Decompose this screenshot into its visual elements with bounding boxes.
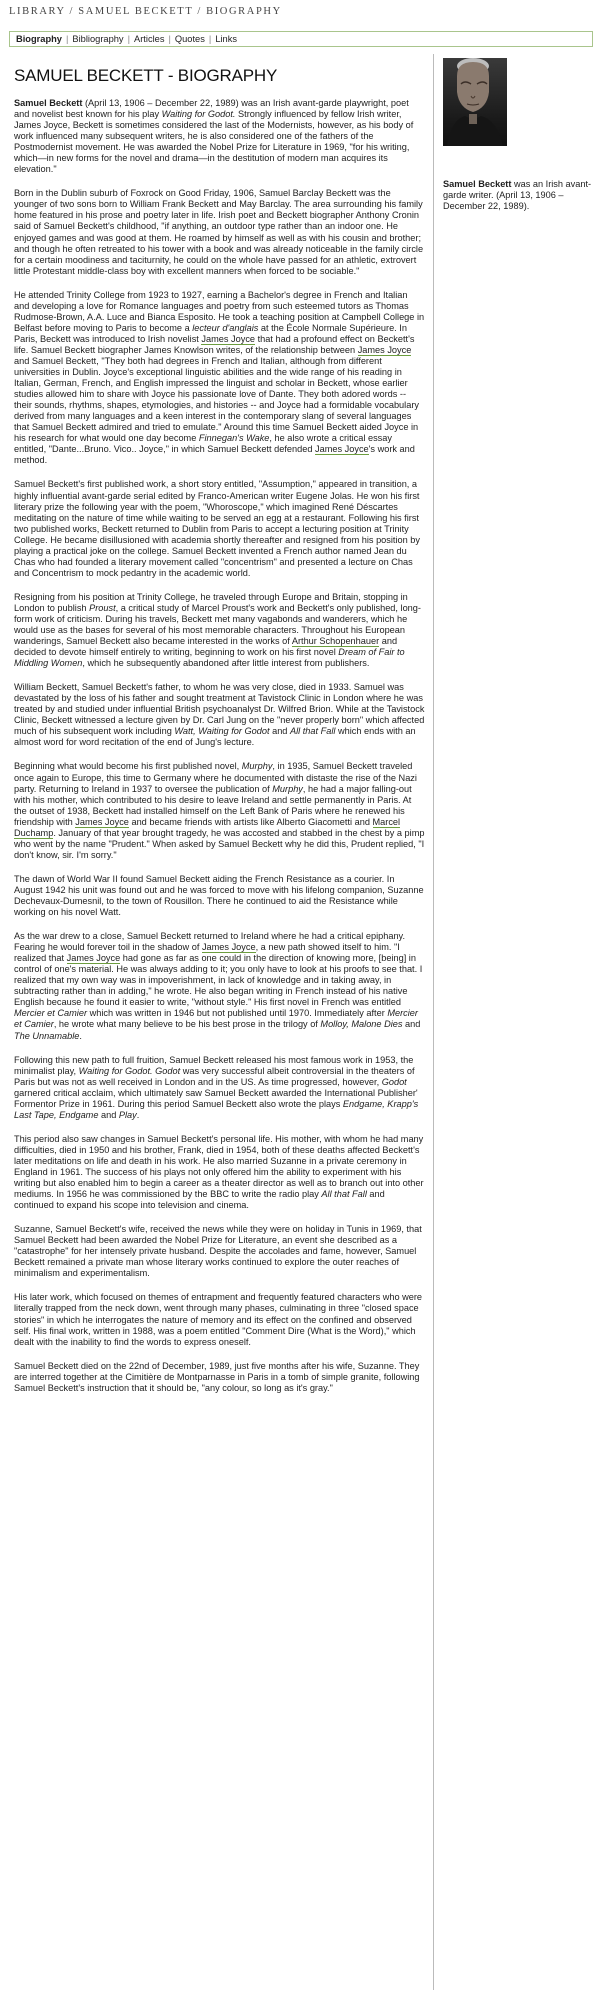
link-james-joyce[interactable]: James Joyce (201, 942, 256, 953)
text: and decided to devote himself entirely to writing, beginning to work on his first novel (14, 636, 398, 658)
work-title: Dream of Fair to Middling Women (14, 647, 405, 669)
nav-separator: | (65, 34, 69, 44)
work-title: Molloy, Malone Dies (320, 1019, 403, 1030)
text: and (402, 1019, 421, 1030)
text: As the war drew to a close, Samuel Beckett returned to Ireland where he had a critical epiphany. Fearing he would forever toil in the shadow of (14, 931, 406, 953)
paragraph-childhood: Born in the Dublin suburb of Foxrock on Good Friday, 1906, Samuel Barclay Beckett was the younger of two sons born to William Frank Beckett and May Barclay. The area surrounding his family home featured in his prose and poetry later in life. Irish poet and Beckett biographer Anthony Cronin said of Samuel Beckett's childhood, "if anything, an outdoor type rather than an indoor one. He enjoyed games and was good at them. He roamed by himself as well as with his cousin and brother; and though he often retreated to his tower with a book and was already noticeable in the family circle for a certain moodiness and taciturnity, he could on the whole have passed for an athletic, extrovert little Protestant middle-class boy with excellent manners when forced to be sociable." (14, 188, 424, 276)
text: William Beckett, Samuel Beckett's father, to whom he was very close, died in 1933. Samuel was devastated by the loss of his father and sought treatment at Tavistock Clinic in London where he was treated by and studied under influential British psychoanalyst Dr. Wilfred Brion. While at the Tavistock Clinic, Beckett witnessed a lecture given by Dr. Carl Jung on the "never properly born" which affected much of his subsequent work including (14, 682, 425, 737)
breadcrumb: LIBRARY / SAMUEL BECKETT / BIOGRAPHY (9, 6, 282, 17)
paragraph-death: Samuel Beckett died on the 22nd of December, 1989, just five months after his wife, Suzanne. They are interred together at the Cimitière de Montparnasse in Paris in a tomb of simple granite, following Samuel Beckett's instruction that it should be, "any colour, so long as it's gray." (14, 1360, 420, 1393)
link-james-joyce[interactable]: James Joyce (315, 444, 369, 455)
text: . (79, 1030, 82, 1041)
nav-bibliography[interactable]: Bibliography (72, 34, 124, 44)
text: Following this new path to full fruition, Samuel Beckett released his most famous work in 1953, the minimalist play, (14, 1054, 414, 1076)
work-title: Finnegan's Wake (198, 433, 270, 444)
paragraph-personal-life (14, 1134, 425, 1211)
text: that had a profound effect on Beckett's life. Samuel Beckett biographer James Knowlson writes, of the relationship between (14, 333, 415, 355)
nav-separator: | (127, 34, 130, 44)
work-title: Murphy (241, 761, 273, 772)
text: . (136, 1109, 140, 1120)
work-title: Endgame, Krapp's Last Tape, Endgame (14, 1098, 419, 1120)
paragraph-father (14, 682, 425, 748)
subject-name: Samuel Beckett (14, 98, 83, 108)
text: . January of that year brought tragedy, he was accosted and stabbed in the chest by a pimp who went by the name "Prudent." When asked by Samuel Beckett why he did this, Prudent replied, "I don't know, sir. I'm sorry." (14, 827, 425, 860)
page-title: SAMUEL BECKETT - BIOGRAPHY (14, 66, 278, 85)
work-title: All that Fall (321, 1189, 367, 1200)
text: at the École Normale Supérieure. In Paris, Beckett was introduced to Irish novelist (14, 322, 407, 344)
link-james-joyce[interactable]: James Joyce (66, 953, 121, 964)
text: was very successful albeit controversial in the theaters of Paris but was not as well received in London and in the US. As time progressed, however, (14, 1065, 415, 1087)
link-marcel-duchamp[interactable]: Marcel Duchamp (14, 816, 401, 838)
nav-separator: | (168, 34, 171, 44)
text: and (98, 1109, 119, 1120)
link-james-joyce[interactable]: James Joyce (75, 816, 129, 827)
text: and (269, 726, 290, 737)
main-nav (9, 31, 593, 47)
caption-text: was an Irish avant-garde writer. (April 13, 1906 – December 22, 1989). (443, 179, 592, 212)
text: which was written in 1946 but not published until 1970. Immediately after (87, 1008, 388, 1019)
text: Strongly influenced by fellow Irish writer, James Joyce, Beckett is sometimes considered the last of the Modernists, however, as his body of work influenced many subsequent writers, he is also considered one of the fathers of the Postmodernist movement. He was awarded the Nobel Prize for Literature in 1969, "for his writing, which—in new forms for the novel and drama—in the destitution of modern man acquires its elevation." (14, 109, 414, 175)
text: and became friends with artists like Alberto Giacometti and (128, 816, 373, 827)
link-james-joyce[interactable]: James Joyce (201, 333, 256, 344)
text: He attended Trinity College from 1923 to 1927, earning a Bachelor's degree in French and Italian and developing a love for Romance languages and poetry from such esteemed tutors as Thomas Rudmose-Brown, A.A. Luce and Bianca Esposito. He took a teaching position at Campbell College in Belfast before moving to Paris to become a (14, 289, 425, 333)
nav-quotes[interactable]: Quotes (174, 34, 205, 44)
work-title: Godot (381, 1076, 407, 1087)
nav-separator: | (208, 34, 212, 44)
paragraph-war: The dawn of World War II found Samuel Beckett aiding the French Resistance as a courier. In August 1942 his unit was found out and he was forced to move with his lifelong companion, Suzanne Dechevaux-Dumesnil, to the town of Rousillon. There he continued to aid the Resistance while working on his novel Watt. (14, 873, 424, 918)
work-title: Proust (89, 602, 116, 613)
link-arthur-schopenhauer[interactable]: Arthur Schopenhauer (291, 636, 380, 647)
text: , he also wrote a critical essay entitled, "Dante...Bruno. Vico.. Joyce," in which Samuel Beckett defended (14, 433, 392, 455)
paragraph-epiphany (14, 931, 425, 1041)
text: (April 13, 1906 – December 22, 1989) was an Irish avant-garde playwright, poet and novelist best known for his play (14, 98, 409, 120)
text: and Samuel Beckett, "They both had degrees in French and Italian, although from different universities in Dublin. Joyce's exceptional linguistic abilities and the wide range of his reading in Italian, German, French, and English impressed the linguist and scholar in Beckett, whose earlier studies allowed him to share with Joyce his passionate love of Dante. They both adored words -- their sounds, rhythms, shapes, etymologies, and histories -- and Joyce had a formidable vocabulary derived from many languages and a keen interest in the contemporary slang of several languages that Samuel Beckett admired and tried to emulate." Around this time Samuel Beckett aided Joyce in his research for what would one day become (14, 355, 419, 444)
text: garnered critical acclaim, which ultimately saw Samuel Beckett awarded the International Publisher' Formentor Prize in 1961. During this period Samuel Beckett also wrote the plays (14, 1087, 418, 1109)
work-title: All that Fall (289, 726, 336, 737)
work-title: Waiting for Godot. (161, 109, 236, 120)
paragraph-intro (14, 98, 425, 175)
text: had gone as far as one could in the direction of knowing more, [being] in control of one's material. He was always adding to it; you only have to look at his proofs to see that. I realized that my own way was in impoverishment, in lack of knowledge and in taking away, in subtracting rather than in adding," he wrote. He also began writing in French instead of his native English because he found it easier to write, "without style." His first novel in French was entitled (14, 953, 423, 1008)
paragraph-murphy (14, 761, 425, 860)
column-divider (433, 54, 434, 1990)
paragraph-trinity (14, 290, 425, 467)
paragraph-godot (14, 1055, 425, 1121)
work-title: Watt, Waiting for Godot (174, 726, 270, 737)
portrait-caption (443, 179, 593, 212)
text: Beginning what would become his first published novel, (14, 761, 242, 772)
text: and continued to expand his scope into television and cinema. (14, 1189, 385, 1211)
work-title: Mercier et Camier (14, 1008, 418, 1030)
nav-biography[interactable]: Biography (16, 34, 62, 44)
text: 's work and method. (14, 444, 415, 466)
sidebar (443, 58, 593, 212)
text: This period also saw changes in Samuel Beckett's personal life. His mother, with whom he had many difficulties, died in 1950 and his brother, Frank, died in 1954, both of these deaths affected Beckett's later meditations on life and death in his work. He also married Suzanne in a private ceremony in England in 1961. The success of his plays not only offered him the ability to experiment with his writing but also enabled him to begin a career as a theater director as well as to branch out into other mediums. In 1956 he was commissioned by the BBC to write the radio play (14, 1133, 424, 1200)
work-title: The Unnamable (14, 1030, 80, 1041)
text: , in 1935, Samuel Beckett traveled once again to Europe, this time to Germany where he documented with distaste the rise of the Nazi party. Returning to Ireland in 1937 to oversee the publication of (14, 761, 417, 794)
work-title: Mercier et Camier (14, 1008, 88, 1019)
text: , which he subsequently abandoned after little interest from publishers. (82, 658, 370, 669)
text: which ends with an almost word for word recitation of the end of Jung's lecture. (14, 726, 416, 748)
nav-links[interactable]: Links (215, 34, 238, 44)
author-portrait (443, 58, 507, 146)
work-title: Murphy (272, 783, 303, 794)
work-title: Play (118, 1109, 137, 1120)
text: , he wrote what many believe to be his best prose in the trilogy of (53, 1019, 321, 1030)
work-title: Waiting for Godot. Godot (78, 1065, 181, 1076)
paragraph-first-works: Samuel Beckett's first published work, a short story entitled, "Assumption," appeared in transition, a highly influential avant-garde serial edited by Franco-American writer Eugene Jolas. He won his first literary prize the following year with the poem, "Whoroscope," which imagined René Déscartes meditating on the nature of time while waiting to be served an egg at a restaurant. Following his first two published works, Beckett returned to Dublin from Paris to accept a lecturing position at Trinity College. He became disillusioned with academia shortly thereafter and resigned from his position by playing a practical joke on the college. Samuel Beckett invented a French author named Jean du Chas who had founded a literary movement called "concentrism" and presented a lecture on Chas and Concentrism to mock pedantry in the academic world. (14, 479, 420, 578)
text: , he had a major falling-out with his mother, which contributed to his desire to leave Ireland and settle permanently in Paris. At the outset of 1938, Beckett had installed himself on the Left Bank of Paris where he renewed his friendship with (14, 783, 412, 827)
text: , a critical study of Marcel Proust's work and Beckett's only published, long-form work of criticism. During his travels, Beckett met many vagabonds and wanderers, which he would use as the bases for several of his most memorable characters. Throughout his European wanderings, Samuel Beckett also became interested in the works of (14, 602, 421, 647)
text: Resigning from his position at Trinity College, he traveled through Europe and Britain, stopping in London to publish (14, 591, 408, 613)
caption-name: Samuel Beckett (443, 179, 512, 189)
text: , a new path showed itself to him. "I realized that (14, 942, 400, 964)
paragraph-later-work: His later work, which focused on themes of entrapment and frequently featured characters who were literally trapped from the neck down, went through many phases, culminating in three "closed space stories" in which he interrogates the nature of memory and its effect on the confined and observed self. His final work, written in 1988, was a poem entitled "Comment Dire (What is the Word)," which dealt with the inability to find the words to express oneself. (14, 1292, 423, 1347)
biography-content (14, 54, 425, 1407)
paragraph-nobel: Suzanne, Samuel Beckett's wife, received the news while they were on holiday in Tunis in 1969, that Samuel Beckett had been awarded the Nobel Prize for Literature, an event she described as a "catastrophe" for her intensely private husband. Despite the accolades and fame, however, Samuel Beckett remained a private man whose literary works continued to explore the outer reaches of minimalism and experimentalism. (14, 1224, 422, 1279)
link-james-joyce[interactable]: James Joyce (357, 344, 412, 355)
nav-articles[interactable]: Articles (134, 34, 165, 44)
paragraph-travels (14, 592, 425, 669)
foreign-term: lecteur d'anglais (192, 322, 259, 333)
